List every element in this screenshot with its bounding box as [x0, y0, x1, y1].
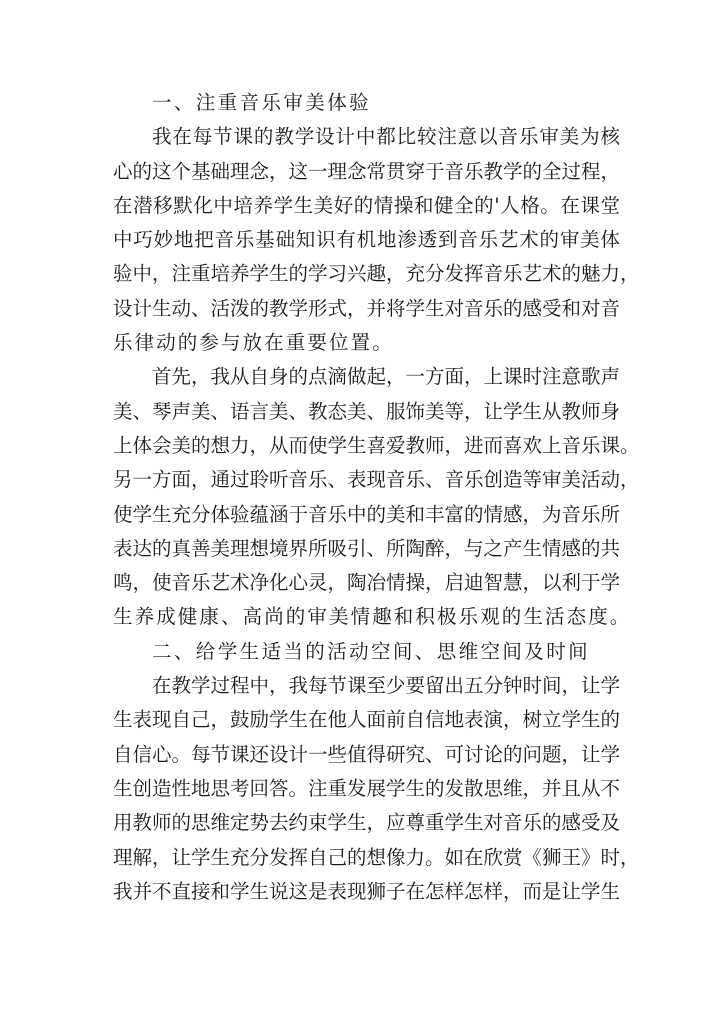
- paragraph-line: 上体会美的想力，从而使学生喜爱教师，进而喜欢上音乐课。: [113, 433, 640, 457]
- paragraph-line: 用教师的思维定势去约束学生，应尊重学生对音乐的感受及: [113, 811, 621, 835]
- paragraph-line: 首先，我从自身的点滴做起，一方面，上课时注意歌声: [152, 365, 621, 389]
- paragraph-line: 生表现自己，鼓励学生在他人面前自信地表演，树立学生的: [113, 708, 621, 732]
- paragraph-line: 中巧妙地把音乐基础知识有机地渗透到音乐艺术的审美体: [113, 228, 620, 252]
- paragraph-line: 验中，注重培养学生的学习兴趣，充分发挥音乐艺术的魅力，: [113, 262, 640, 286]
- paragraph-line: 心的这个基础理念，这一理念常贯穿于音乐教学的全过程，: [113, 159, 621, 183]
- paragraph-line: 生养成健康、高尚的审美情趣和积极乐观的生活态度。: [113, 605, 632, 629]
- section-heading-1: 一、注重音乐审美体验: [152, 91, 372, 114]
- paragraph-line: 表达的真善美理想境界所吸引、所陶醉，与之产生情感的共: [113, 536, 621, 560]
- paragraph-line: 在教学过程中，我每节课至少要留出五分钟时间，让学: [152, 674, 621, 698]
- paragraph-line: 生创造性地思考回答。注重发展学生的发散思维，并且从不: [113, 776, 621, 800]
- paragraph-line: 另一方面，通过聆听音乐、表现音乐、音乐创造等审美活动，: [113, 468, 640, 492]
- paragraph-line: 自信心。每节课还设计一些值得研究、可讨论的问题，让学: [113, 742, 621, 766]
- paragraph-line: 我在每节课的教学设计中都比较注意以音乐审美为核: [152, 125, 620, 149]
- paragraph-line: 理解，让学生充分发挥自己的想像力。如在欣赏《狮王》时，: [113, 845, 640, 869]
- paragraph-line: 我并不直接和学生说这是表现狮子在怎样怎样，而是让学生: [113, 879, 621, 903]
- paragraph-line: 使学生充分体验蕴涵于音乐中的美和丰富的情感，为音乐所: [113, 502, 621, 526]
- paragraph-line: 乐律动的参与放在重要位置。: [113, 331, 394, 355]
- paragraph-line: 设计生动、活泼的教学形式，并将学生对音乐的感受和对音: [113, 296, 621, 320]
- paragraph-line: 鸣，使音乐艺术净化心灵，陶冶情操，启迪智慧，以利于学: [113, 571, 621, 595]
- paragraph-line: 在潜移默化中培养学生美好的情操和健全的'人格。在课堂: [113, 193, 620, 217]
- section-heading-2: 二、给学生适当的活动空间、思维空间及时间: [152, 639, 591, 663]
- paragraph-line: 美、琴声美、语言美、教态美、服饰美等，让学生从教师身: [113, 399, 621, 423]
